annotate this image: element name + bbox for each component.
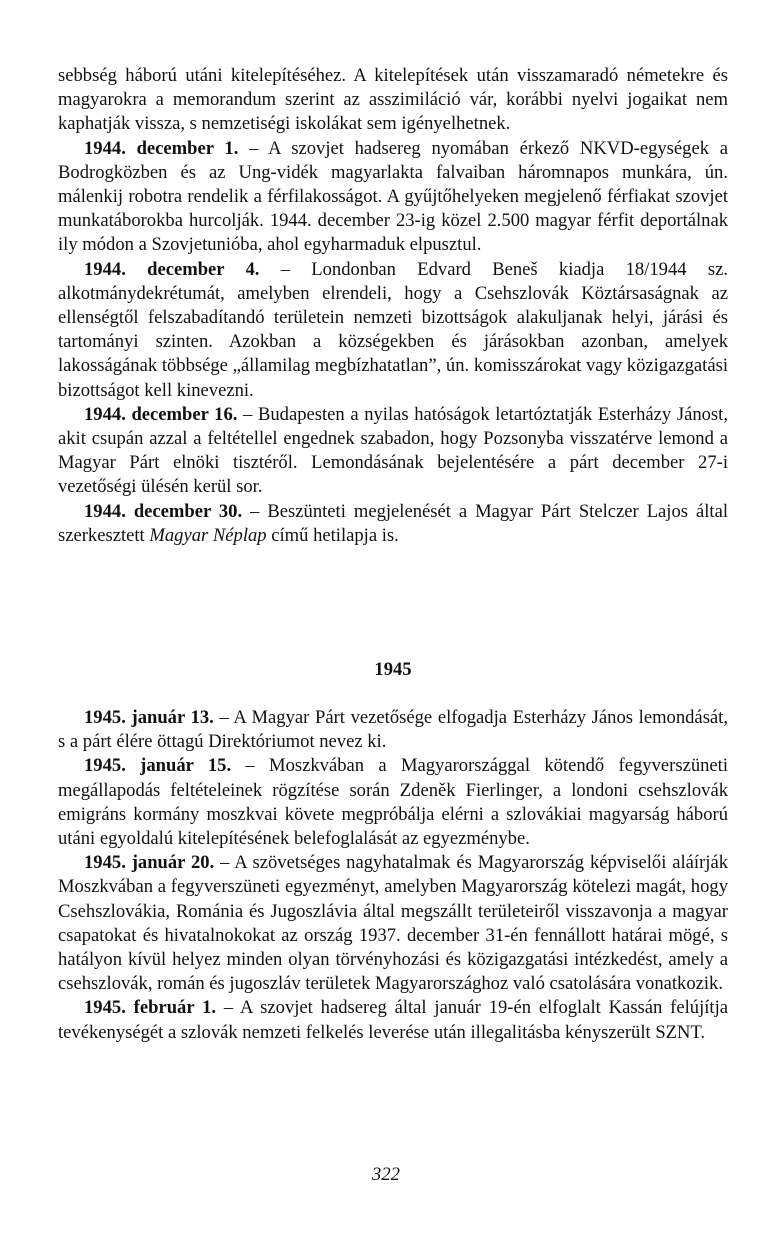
page-content: [58, 64, 728, 1043]
entry-1944-december-4: [58, 258, 728, 403]
entry-1945-februar-1: [58, 996, 728, 1044]
page-number: 322: [372, 1164, 400, 1185]
entry-1944-december-30: [58, 500, 728, 548]
entry-text: – A szövetséges nagyhatalmak és Magyarország képviselői aláírják Moszkvában a fegyverszüneti egyezményt, amelyben Magyarország kötelezi magát, hogy Csehszlovákia, Románia és Jugoszlávia által megszállt területeiről visszavonja a magyar csapatokat és hivatalnokokat az ország 1937. december 31-én fennállott határai mögé, s hatályon kívül helyez minden olyan törvényhozási és közigazgatási intézkedést, amely a csehszlovák, román és jugoszláv területek Magyarországhoz való csatolására vonatkozik.: [58, 852, 728, 995]
entry-text: – Budapesten a nyilas hatóságok letartóztatják Esterházy Jánost, akit csupán azzal a feltétellel engednek szabadon, hogy Pozsonyba visszatérve lemond a Magyar Párt elnöki tisztéről. Lemondásának bejelentésére a párt december 27-i vezetőségi ülésén kerül sor.: [58, 403, 728, 498]
entry-text: – A szovjet hadsereg által január 19-én elfoglalt Kassán felújítja tevékenységét a szlovák nemzeti felkelés leverése után illegalitásba kényszerült SZNT.: [58, 997, 728, 1043]
entry-date: 1944. december 4.: [84, 258, 260, 280]
section-1945: [58, 706, 728, 1045]
entry-date: 1944. december 30.: [84, 500, 243, 522]
entry-text-end: című hetilapja is.: [266, 524, 399, 546]
entry-1945-januar-13: [58, 706, 728, 754]
entry-1945-januar-20: [58, 851, 728, 996]
entry-text: – A Magyar Párt vezetősége elfogadja Esterházy János lemondását, s a párt élére öttagú Direktóriumot nevez ki.: [58, 707, 728, 753]
entry-1944-december-16: [58, 403, 728, 500]
entry-date: 1944. december 1.: [84, 137, 239, 159]
newspaper-title: Magyar Néplap: [149, 524, 267, 546]
entry-text: – Beszünteti megjelenését a Magyar Párt Stelczer Lajos által szerkesztett: [58, 500, 728, 546]
entry-text: – A szovjet hadsereg nyomában érkező NKVD-egységek a Bodrogközben és az Ung-vidék magyarlakta falvaiban háromnapos munkára, ún. málenkij robotra rendelik a férfilakosságot. A gyűjtőhelyeken megjelenő férfiakat szovjet munkatáborokba hurcolják. 1944. december 23-ig közel 2.500 magyar férfit deportálnak ily módon a Szovjetunióba, ahol egyharmaduk elpusztul.: [58, 137, 728, 256]
entry-date: 1945. január 13.: [84, 707, 214, 728]
entry-date: 1945. január 20.: [84, 852, 215, 874]
entry-date: 1945. február 1.: [84, 997, 217, 1019]
entry-text: – Moszkvában a Magyarországgal kötendő fegyverszüneti megállapodás feltételeinek rögzítése során Zdeněk Fierlinger, a londoni csehszlovák emigráns kormány moszkvai követe megpróbálja elérni a szlovákiai magyarság háború utáni egyoldalú kitelepítésének belefoglalását az egyezménybe.: [58, 755, 728, 850]
paragraph-continuation: sebbség háború utáni kitelepítéséhez. A kitelepítések után visszamaradó németekre és magyarokra a memorandum szerint az asszimiláció vár, korábbi nyelvi jogaikat nem kaphatják vissza, s nemzetiségi iskolákat sem igényelhetnek.: [58, 65, 728, 135]
entry-1945-januar-15: [58, 754, 728, 851]
entry-date: 1944. december 16.: [84, 403, 238, 425]
entry-date: 1945. január 15.: [84, 755, 232, 777]
entry-text: – Londonban Edvard Beneš kiadja 18/1944 sz. alkotmánydekrétumát, amelyben elrendeli, hogy a Csehszlovák Köztársaságnak az ellenségtől felszabadítandó területein nemzeti bizottságok alakuljanak helyi, járási és tartományi szinten. Azokban a községekben és járásokban azonban, amelyek lakosságának többsége „államilag megbízhatatlan”, ún. komisszárokat vagy közigazgatási bizottságot kell kinevezni.: [58, 258, 728, 401]
entry-1944-december-1: [58, 137, 728, 258]
year-heading: 1945: [374, 659, 412, 680]
